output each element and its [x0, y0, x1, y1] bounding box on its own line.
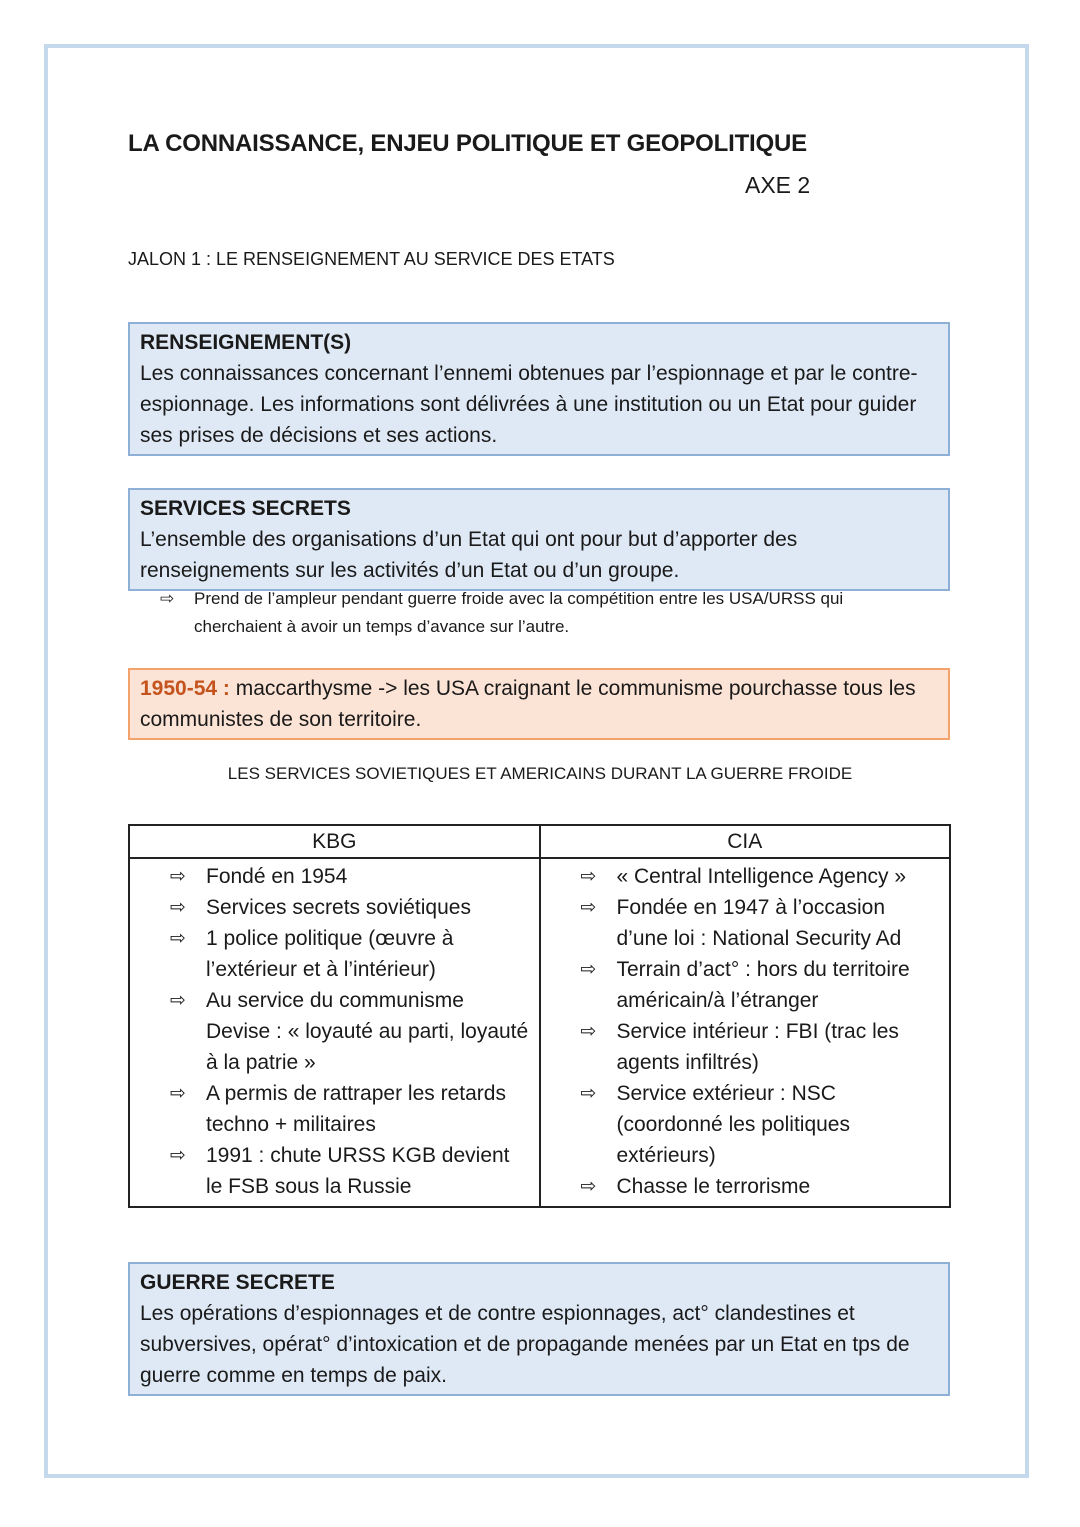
list-item-text: « Central Intelligence Agency » [616, 865, 907, 888]
arrow-right-outline-icon: ⇨ [170, 1145, 186, 1166]
list-item [170, 892, 529, 923]
date-label: 1950-54 : [140, 677, 230, 700]
definition-term: SERVICES SECRETS [140, 497, 351, 520]
list-item [581, 954, 940, 1016]
arrow-right-outline-icon: ⇨ [580, 1021, 597, 1042]
list-item [170, 861, 529, 892]
list-item-text: Services secrets soviétiques [206, 896, 471, 919]
definition-text: Les connaissances concernant l’ennemi obtenues par l’espionnage et par le contre-espionnage. Les informations sont délivrées à une institution ou un Etat pour guider ses prises de décisions et ses actions. [140, 362, 918, 447]
list-item [581, 861, 940, 892]
comparison-table [128, 824, 951, 1208]
definition-text: Les opérations d’espionnages et de contre espionnages, act° clandestines et subversives, opérat° d’intoxication et de propagande menées par un Etat en tps de guerre comme en temps de paix. [140, 1302, 910, 1387]
list-item-text: Chasse le terrorisme [616, 1175, 811, 1198]
list-item-text: 1 police politique (œuvre à l’extérieur et à l’intérieur) [206, 927, 454, 981]
definition-box-guerre-secrete [128, 1262, 950, 1396]
column-header-kgb: KBG [129, 825, 540, 858]
list-item [170, 923, 529, 985]
definition-term: RENSEIGNEMENT(S) [140, 331, 352, 354]
list-item-text: Fondée en 1947 à l’occasion d’une loi : National Security Ad [616, 896, 902, 950]
cia-cell [540, 858, 951, 1207]
list-item-text: Service intérieur : FBI (trac les agents infiltrés) [616, 1020, 899, 1074]
list-item-text: Au service du communisme Devise : « loyauté au parti, loyauté à la patrie » [206, 989, 529, 1074]
list-item-text: Terrain d’act° : hors du territoire américain/à l’étranger [616, 958, 910, 1012]
note-text: Prend de l’ampleur pendant guerre froide avec la compétition entre les USA/URSS qui cherchaient à avoir un temps d’avance sur l’autre. [194, 589, 844, 636]
list-item-text: 1991 : chute URSS KGB devient le FSB sous la Russie [206, 1144, 510, 1198]
maccarthysme-text: maccarthysme -> les USA craignant le communisme pourchasse tous les communistes de son territoire. [140, 677, 916, 731]
column-header-cia: CIA [540, 825, 951, 858]
services-secrets-note [160, 585, 930, 641]
list-item [170, 1140, 529, 1202]
definition-box-renseignement [128, 322, 950, 456]
definition-text: L’ensemble des organisations d’un Etat qui ont pour but d’apporter des renseignements sur les activités d’un Etat ou d’un groupe. [140, 528, 798, 582]
arrow-right-outline-icon: ⇨ [580, 866, 597, 887]
arrow-right-outline-icon: ⇨ [160, 589, 175, 608]
arrow-right-outline-icon: ⇨ [170, 990, 186, 1011]
list-item-text: Fondé en 1954 [206, 865, 348, 888]
maccarthysme-box [128, 668, 950, 740]
jalon-heading: JALON 1 : LE RENSEIGNEMENT AU SERVICE DES ETATS [128, 249, 615, 269]
list-item [581, 1016, 940, 1078]
arrow-right-outline-icon: ⇨ [580, 897, 597, 918]
list-item [170, 1078, 529, 1140]
table-caption: LES SERVICES SOVIETIQUES ET AMERICAINS DURANT LA GUERRE FROIDE [227, 764, 853, 783]
definition-box-services-secrets [128, 488, 950, 591]
list-item-text: A permis de rattraper les retards techno + militaires [206, 1082, 506, 1136]
list-item [581, 892, 940, 954]
arrow-right-outline-icon: ⇨ [170, 1083, 186, 1104]
arrow-right-outline-icon: ⇨ [170, 897, 186, 918]
arrow-right-outline-icon: ⇨ [580, 959, 597, 980]
list-item [581, 1171, 940, 1202]
kgb-list [170, 861, 529, 1202]
arrow-right-outline-icon: ⇨ [580, 1083, 597, 1104]
list-item-text: Service extérieur : NSC (coordonné les politiques extérieurs) [616, 1082, 850, 1167]
arrow-right-outline-icon: ⇨ [170, 866, 186, 887]
axe-label: AXE 2 [745, 172, 811, 198]
arrow-right-outline-icon: ⇨ [170, 928, 186, 949]
list-item [581, 1078, 940, 1171]
kgb-cell [129, 858, 540, 1207]
arrow-right-outline-icon: ⇨ [580, 1176, 597, 1197]
list-item [170, 985, 529, 1078]
cia-list [581, 861, 940, 1202]
definition-term: GUERRE SECRETE [140, 1271, 335, 1294]
page-title: LA CONNAISSANCE, ENJEU POLITIQUE ET GEOPOLITIQUE [128, 130, 807, 157]
